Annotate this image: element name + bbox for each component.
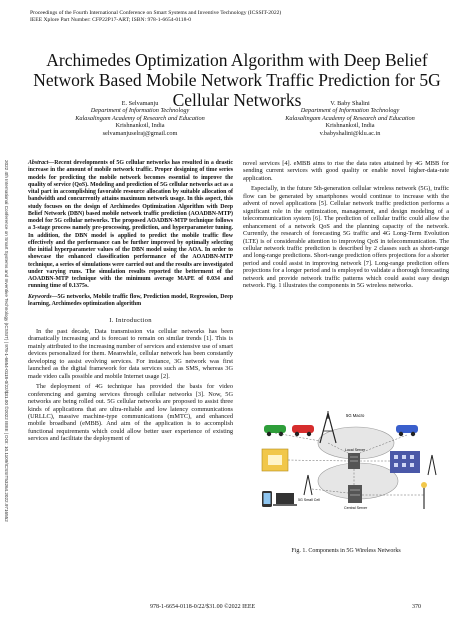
author-place: Krishnankoil, India bbox=[115, 122, 165, 130]
keywords bbox=[28, 294, 233, 309]
figure-caption: Fig. 1. Components in 5G Wireless Networks bbox=[291, 548, 401, 554]
smart-home-icon bbox=[262, 449, 288, 471]
label-local-server: Local Server bbox=[345, 448, 366, 452]
abstract-text: Recent developments of 5G cellular networks has resulted in a drastic increase in the amount of mobile network traffic. Proper designing of time series models for predicting the mobile network becomes essential to improve the quality of service (QoS). Modeling and prediction of 5G cellular networks act as a vital part in accomplishing favorable resource allocation by suitable allocation of bandwidth and concurrently attains maximum network usage. In this aspect, this study focuses on the design of Archimedes Optimization Algorithm with Deep Belief Network (DBN) based mobile network traffic prediction (AOADBN-MTP) model for 5G cellular networks. The proposed AOADBN-MTP technique follows a 3-stage process namely pre-processing, prediction, and hyperparameter tuning. In addition, the DBN model is applied to predict the mobile traffic flow effectively and the performance can be further improved by optimally selecting the initial hyperparameter values of the DBN model using the AOA. In order to showcase the enhanced classification performance of the AOADBN-MTP technique, a series of simulations were carried out and the results are investigated under varying runs. The simulation results reported the betterment of the AOADBN-MTP technique with the minimum average MAPE of 0.034 and running time of 0.1375s. bbox=[28, 160, 234, 290]
local-server-icon bbox=[348, 453, 360, 469]
right-column bbox=[243, 160, 449, 290]
author-organization: Kalasalingam Academy of Research and Education bbox=[75, 114, 205, 122]
right-paragraph-2: Especially, in the future 5th-generation cellular wireless network (5G), traffic flow can be generated by smartphones would continue to increase with the advent of novel applications [5]. Cellular network traffic prediction performs a significant role in the optimization, management, and design modeling of a telecommunication system [6]. The prediction of cellular traffic could allow the enhancement of a network QoS and the planning capacity of the network. Currently, the research of forecasting 5G traffic and 4G Long-Term Evolution (LTE) is of considerable attention to improving QoS in telecommunication. The cellular network traffic prediction is described by 2 classes such as short-range and long-range predictions. Short-range prediction offers projections for a shorter period and could assist in improving network [7]. Long-range prediction offers projections for a longer period and is employed to validate a thorough forecasting network and provide network traffic patterns which could assist easy design network. Fig. 1 illustrates the components in 5G wireless networks. bbox=[243, 185, 449, 290]
central-server-icon bbox=[348, 485, 362, 503]
author-department: Department of Information Technology bbox=[300, 107, 400, 115]
small-cell-icon bbox=[304, 475, 312, 495]
intro-paragraph-2: The deployment of 4G technique has provided the basis for video conferencing and gaming services through cellular networks [3]. Now, 5G networks are being rolled out. 5G cellular networks are proposed to assist three kinds of applications that are ultra-reliable and low latency communications (URLLC), massive machine-type communications (mMTC), and enhanced mobile broadband (eMBB). And aim of the application is to accomplish functional requirements which could allow better user experience of existing services and facilitate the deployment of bbox=[28, 383, 233, 443]
footer-copyright: 978-1-6654-0118-0/22/$31.00 ©2022 IEEE bbox=[150, 604, 256, 610]
keywords-text: 5G networks, Mobile traffic flow, Prediction model, Regression, Deep learning, Archimedes optimization algorithm bbox=[28, 293, 233, 307]
intro-paragraph-1: In the past decade, Data transmission via cellular networks has been dramatically increasing and is forecast to remain on similar trends [1]. This is mainly attributed to the increasing number of services and extensive use of smart devices personalized for them. Meanwhile, cellular network has been constantly developing to assist evolving services. For instance, 3G network was first launched as the digital framework for data services such as SMS, whereas 3G made video calls possible and mobile Internet usage [2]. bbox=[28, 328, 233, 380]
conference-header bbox=[30, 10, 450, 24]
right-paragraph-1: novel services [4]. eMBB aims to rise the data rates attained by 4G MBB for sending current services with good quality or enable novel higher-data-rate application. bbox=[243, 160, 449, 182]
doi-side-label: 2022 4th International Conference on Smart Systems and Inventive Technology (ICSSIT) | 978-1-6654-0118-0/22/$31.00 ©2022 IEEE | DOI: 10.1109/ICSSIT53264.2022.9716552 bbox=[4, 160, 9, 522]
author-email[interactable]: selvamanjuselraj@gmail.com bbox=[102, 129, 178, 137]
author-email[interactable]: v.babyshalini@klu.ac.in bbox=[319, 129, 381, 137]
author-organization: Kalasalingam Academy of Research and Education bbox=[285, 114, 415, 122]
abstract-lead: Abstract— bbox=[28, 160, 55, 166]
header-line-1: Proceedings of the Fourth International Conference on Smart Systems and Inventive Technology (ICSSIT-2022) bbox=[30, 10, 282, 16]
author-name: E. Selvamanju bbox=[121, 100, 159, 107]
author-place: Krishnankoil, India bbox=[325, 122, 375, 130]
label-5g-small-cell: 5G Small Cell bbox=[298, 498, 320, 502]
author-block-2 bbox=[250, 100, 450, 137]
author-department: Department of Information Technology bbox=[90, 107, 190, 115]
section-heading-introduction: I. Introduction bbox=[109, 317, 152, 324]
author-block-1 bbox=[40, 100, 240, 137]
page-number: 370 bbox=[412, 604, 421, 610]
doi-side-text bbox=[3, 160, 9, 620]
left-column bbox=[28, 160, 233, 443]
street-light-icon bbox=[421, 482, 427, 509]
building-icon bbox=[390, 451, 420, 473]
label-central-server: Central Server bbox=[344, 506, 368, 510]
car-icon bbox=[396, 425, 418, 436]
header-line-2: IEEE Xplore Part Number: CFP22P17-ART; ISBN: 978-1-6654-0118-0 bbox=[30, 17, 192, 23]
network-diagram-figure bbox=[248, 405, 448, 525]
keywords-lead: Keywords— bbox=[28, 293, 58, 300]
label-5g-macro: 5G Macro bbox=[346, 413, 365, 418]
smartphone-icon bbox=[262, 491, 272, 507]
small-cell-tower-icon bbox=[428, 455, 436, 475]
car-icon bbox=[292, 425, 314, 436]
abstract bbox=[28, 160, 233, 291]
paper-title: Archimedes Optimization Algorithm with Deep Belief Network Based Mobile Network Traffic Prediction for 5G Cellular Networks bbox=[33, 49, 441, 110]
author-name: V. Baby Shalini bbox=[330, 100, 370, 107]
laptop-icon bbox=[273, 493, 297, 506]
